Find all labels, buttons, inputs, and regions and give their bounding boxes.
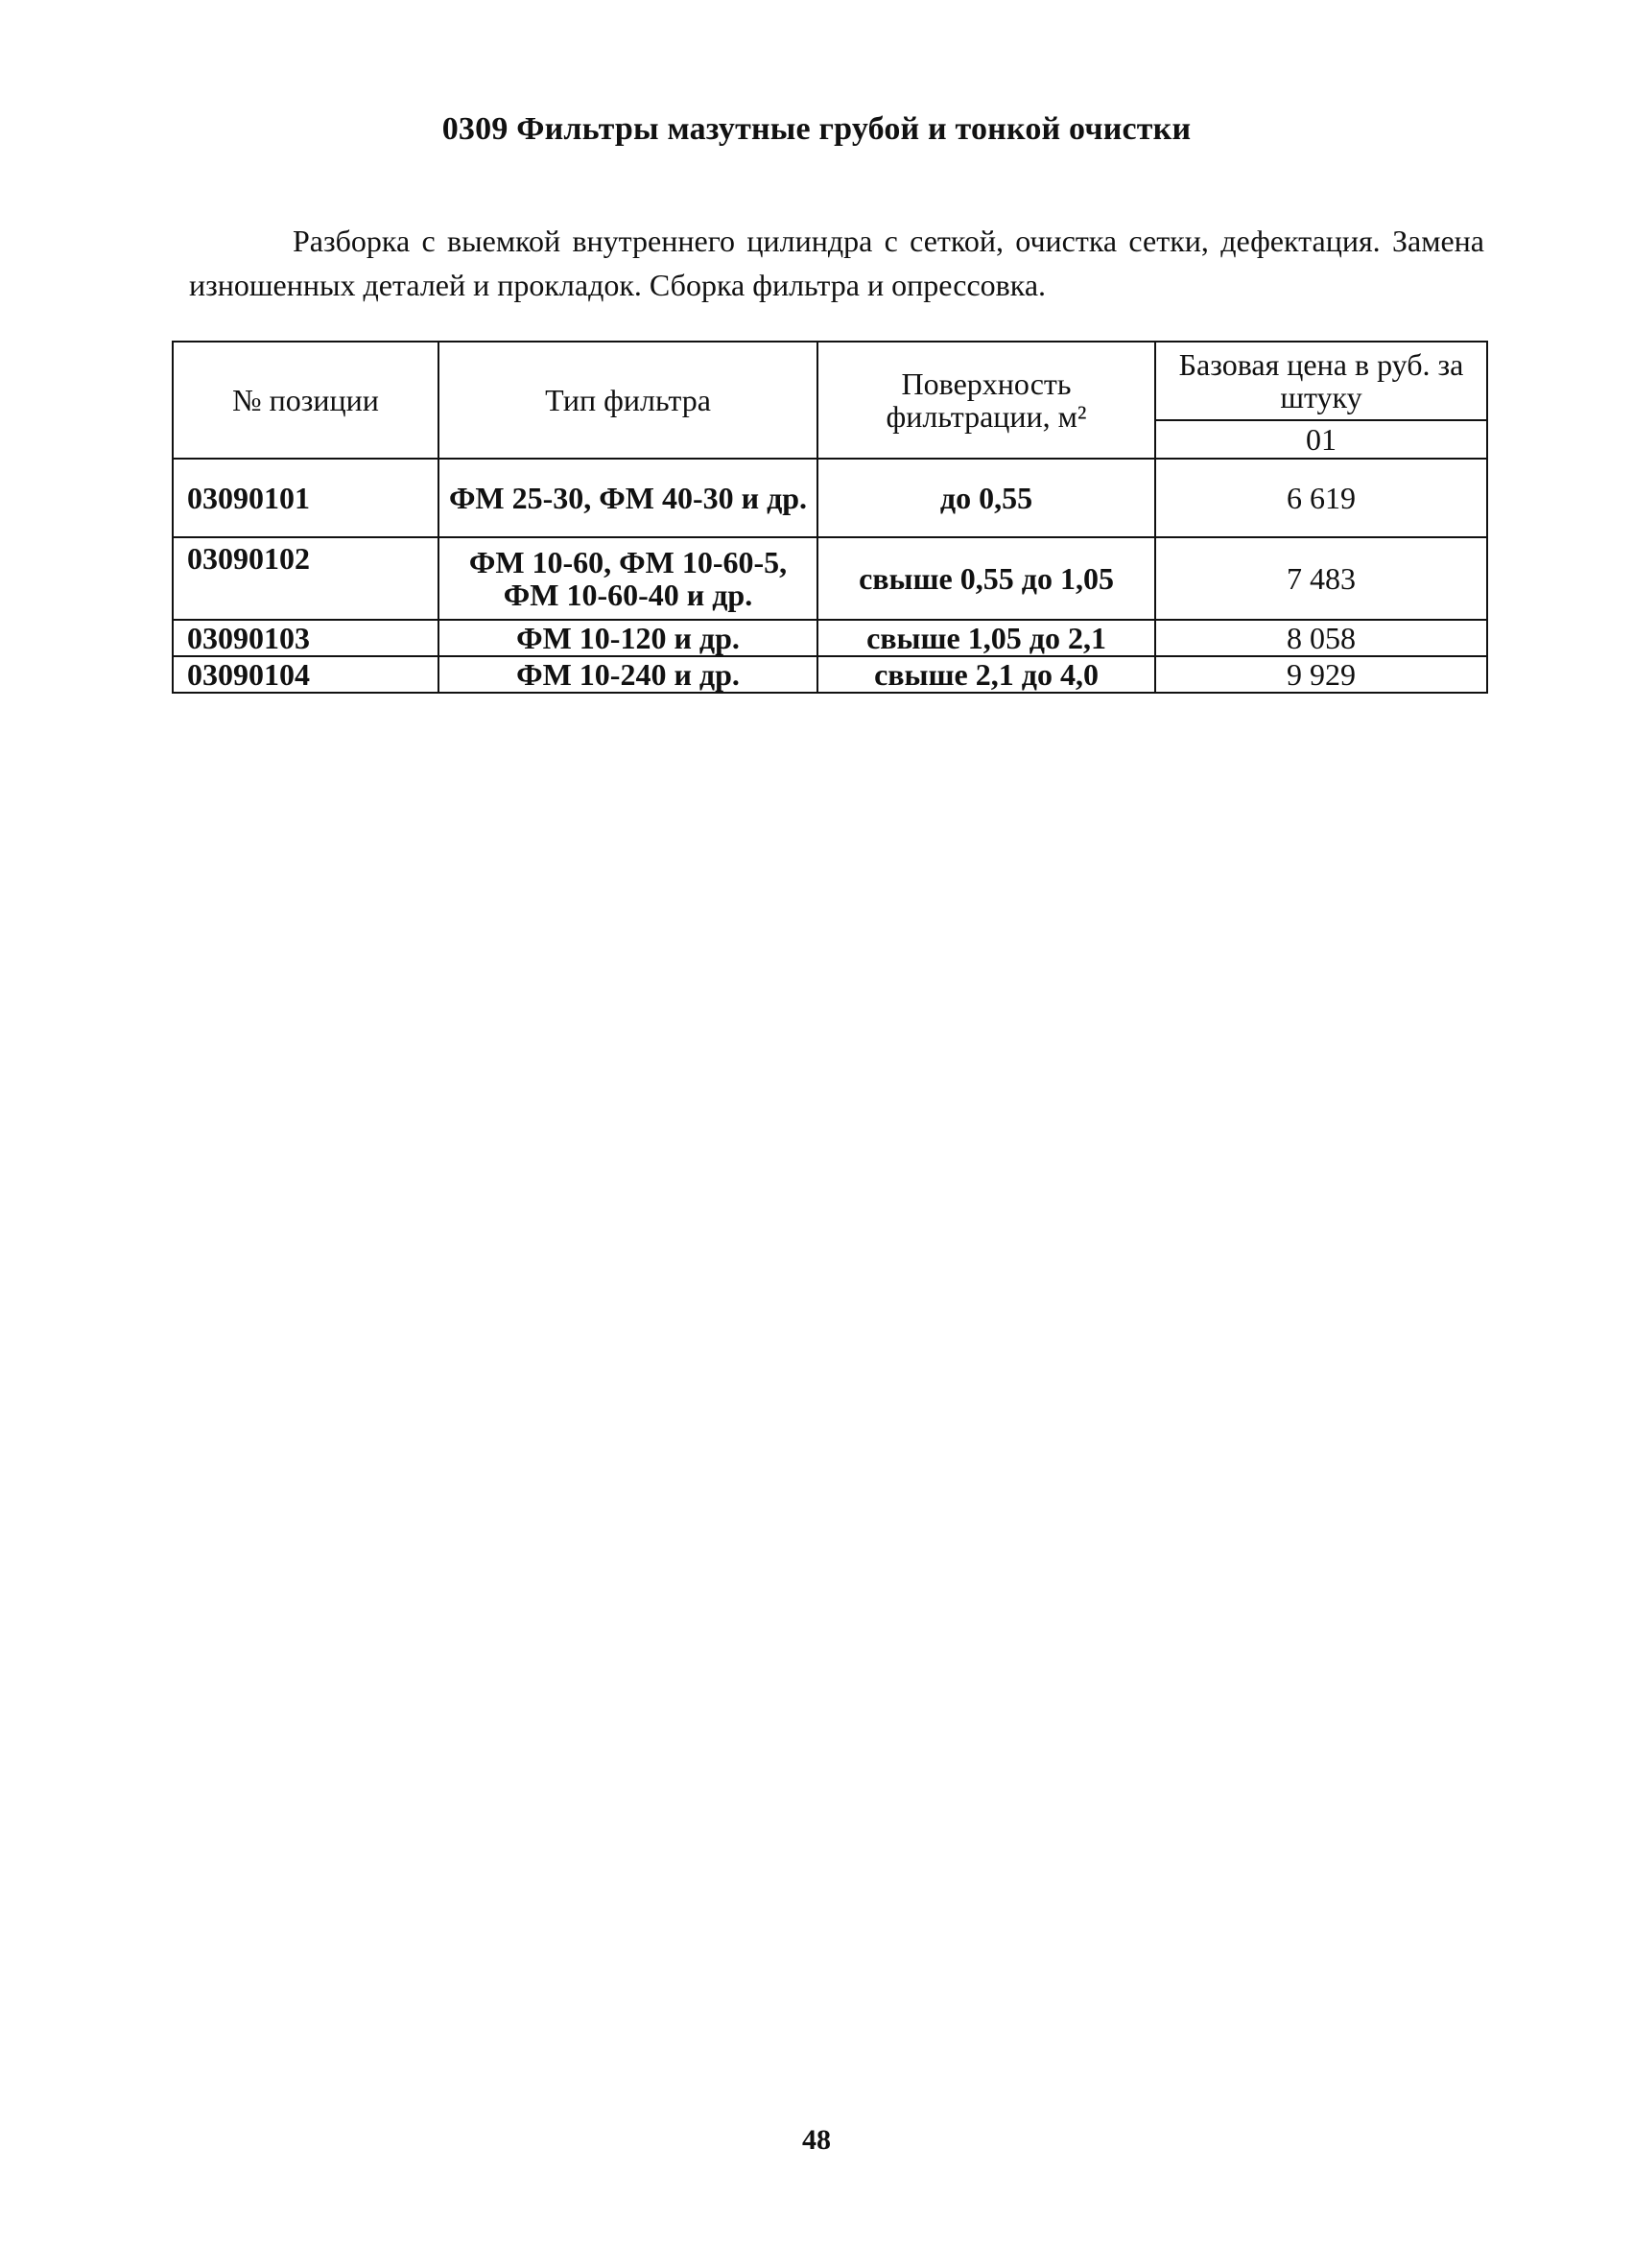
header-price: Базовая цена в руб. за штуку: [1155, 342, 1487, 420]
page-title: 0309 Фильтры мазутные грубой и тонкой очистки: [441, 111, 1192, 147]
price-table: [172, 341, 1488, 694]
cell-surface: до 0,55: [817, 459, 1155, 537]
cell-position: 03090103: [173, 620, 438, 656]
cell-surface: свыше 1,05 до 2,1: [817, 620, 1155, 656]
table-row: [173, 620, 1487, 656]
table-row: [173, 459, 1487, 537]
cell-price: 9 929: [1155, 656, 1487, 693]
table-row: [173, 656, 1487, 693]
cell-filter-type: ФМ 10-240 и др.: [438, 656, 817, 693]
cell-surface: свыше 2,1 до 4,0: [817, 656, 1155, 693]
table-row: [173, 537, 1487, 620]
header-price-code: 01: [1155, 420, 1487, 459]
header-surface: Поверхность фильтрации, м²: [817, 342, 1155, 459]
cell-position: 03090102: [173, 537, 438, 620]
cell-position: 03090101: [173, 459, 438, 537]
cell-price: 7 483: [1155, 537, 1487, 620]
cell-price: 8 058: [1155, 620, 1487, 656]
header-position: № позиции: [173, 342, 438, 459]
cell-price: 6 619: [1155, 459, 1487, 537]
cell-filter-type: ФМ 10-60, ФМ 10-60-5, ФМ 10-60-40 и др.: [438, 537, 817, 620]
cell-filter-type: ФМ 10-120 и др.: [438, 620, 817, 656]
cell-filter-type: ФМ 25-30, ФМ 40-30 и др.: [438, 459, 817, 537]
intro-paragraph: Разборка с выемкой внутреннего цилиндра с сеткой, очистка сетки, дефектация. Замена изношенных деталей и прокладок. Сборка фильтра и опрессовка.: [189, 224, 1484, 302]
page-number: 48: [802, 2124, 831, 2156]
cell-position: 03090104: [173, 656, 438, 693]
header-filter-type: Тип фильтра: [438, 342, 817, 459]
cell-surface: свыше 0,55 до 1,05: [817, 537, 1155, 620]
